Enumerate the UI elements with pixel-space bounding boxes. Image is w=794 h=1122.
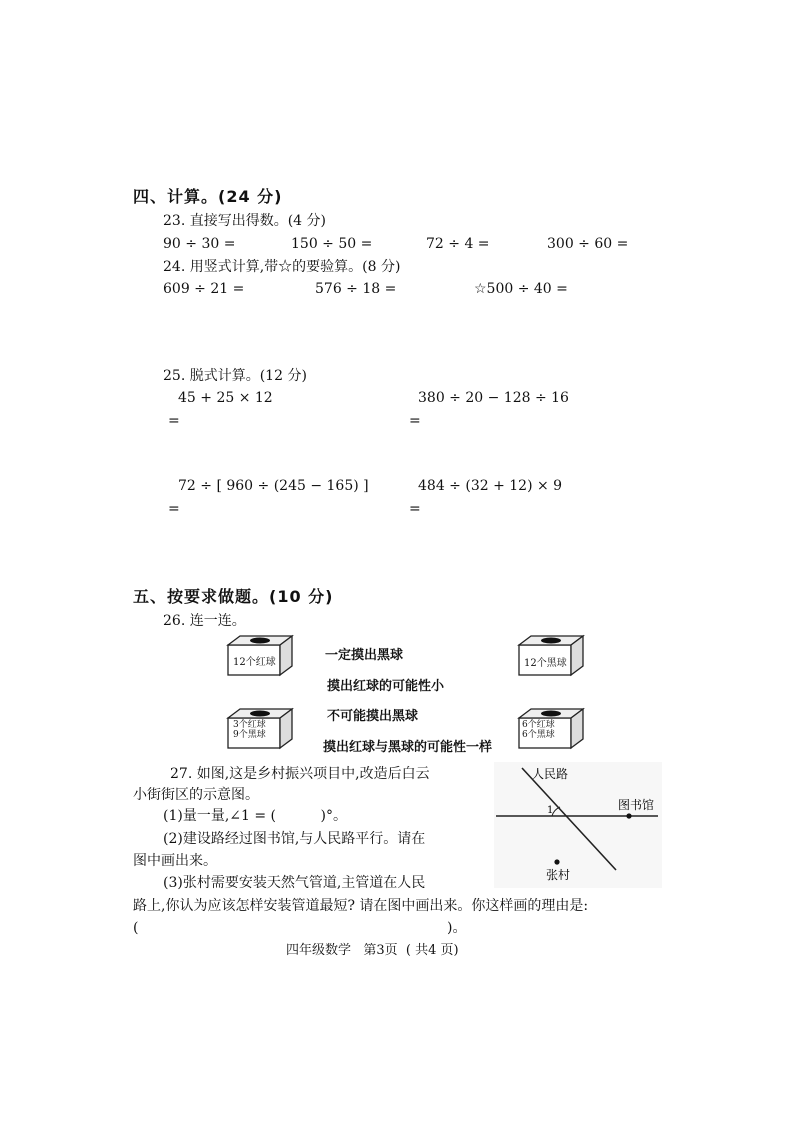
q25-equals: = <box>168 501 180 517</box>
q23-item: 300 ÷ 60 = <box>547 236 629 252</box>
angle-label: 1 <box>547 805 554 816</box>
q26-statement: 摸出红球的可能性小 <box>327 679 445 694</box>
box-label: 12个红球 <box>233 657 276 668</box>
q26-statement: 不可能摸出黑球 <box>327 709 419 724</box>
q23-item: 150 ÷ 50 = <box>291 236 373 252</box>
q26-statement: 一定摸出黑球 <box>325 648 404 663</box>
q23-item: 72 ÷ 4 = <box>426 236 490 252</box>
box-label: 12个黑球 <box>524 658 567 669</box>
page-footer: 四年级数学 第3页 ( 共4 页) <box>286 943 459 958</box>
section-4-title: 四、计算。(24 分) <box>133 187 283 206</box>
box-label: 3个红球 9个黑球 <box>233 720 266 740</box>
road-label: 人民路 <box>532 767 569 781</box>
q27-part1: (1)量一量,∠1 = ( )°。 <box>163 808 347 824</box>
q24-item: 576 ÷ 18 = <box>315 281 397 297</box>
q27-part3-open: ( <box>133 920 139 936</box>
village-label: 张村 <box>546 868 571 882</box>
q24-item: ☆500 ÷ 40 = <box>474 281 568 297</box>
q25-equals: = <box>168 413 180 429</box>
q26-prompt: 26. 连一连。 <box>163 613 246 629</box>
q25-item: 484 ÷ (32 + 12) × 9 <box>418 478 563 494</box>
q24-prompt: 24. 用竖式计算,带☆的要验算。(8 分) <box>163 259 401 275</box>
q23-item: 90 ÷ 30 = <box>163 236 236 252</box>
section-5-title: 五、按要求做题。(10 分) <box>133 587 334 606</box>
box-label: 6个红球 6个黑球 <box>522 720 555 740</box>
q24-item: 609 ÷ 21 = <box>163 281 245 297</box>
library-label: 图书馆 <box>618 798 655 812</box>
q27-line: 27. 如图,这是乡村振兴项目中,改造后白云 <box>170 766 430 782</box>
q25-item: 72 ÷ [ 960 ÷ (245 − 165) ] <box>178 478 369 494</box>
q27-line: 小街街区的示意图。 <box>133 787 259 803</box>
village-point <box>554 859 559 864</box>
q27-part3-close: )。 <box>447 920 467 936</box>
q25-item: 380 ÷ 20 − 128 ÷ 16 <box>418 390 569 406</box>
q25-prompt: 25. 脱式计算。(12 分) <box>163 368 307 384</box>
q25-item: 45 + 25 × 12 <box>178 390 273 406</box>
q27-part2: (2)建设路经过图书馆,与人民路平行。请在 <box>163 831 426 847</box>
street-map-figure <box>494 762 662 888</box>
q27-part3: (3)张村需要安装天然气管道,主管道在人民 <box>163 875 426 891</box>
q27-part3: 路上,你认为应该怎样安装管道最短? 请在图中画出来。你这样画的理由是: <box>133 898 589 914</box>
q25-equals: = <box>409 501 421 517</box>
q23-prompt: 23. 直接写出得数。(4 分) <box>163 213 326 229</box>
library-point <box>626 813 631 818</box>
q27-part2: 图中画出来。 <box>133 853 217 869</box>
q25-equals: = <box>409 413 421 429</box>
q26-statement: 摸出红球与黑球的可能性一样 <box>323 740 493 755</box>
